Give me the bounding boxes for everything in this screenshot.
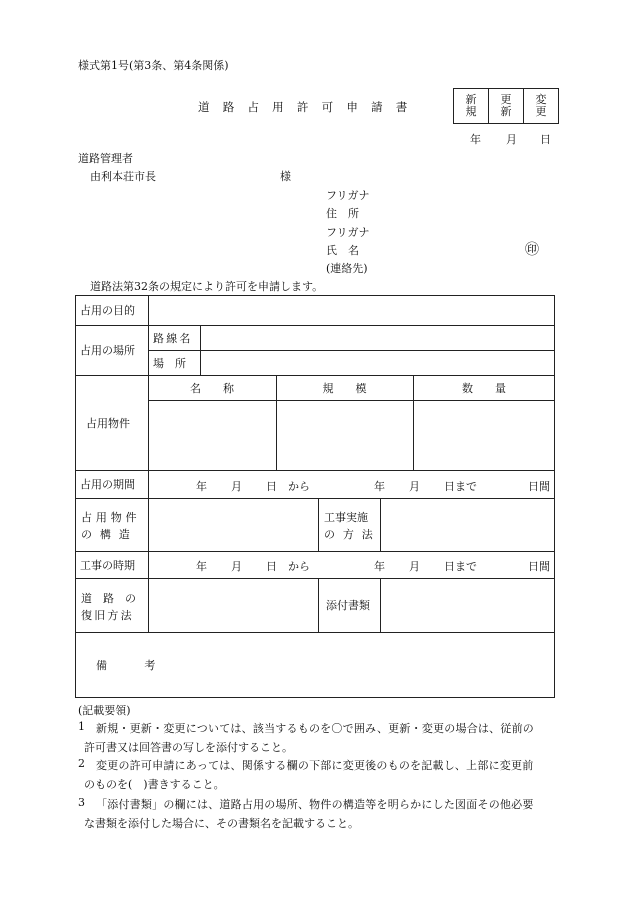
work-end-year: 年 [374,560,385,573]
addressee-honorific: 様 [280,170,291,183]
instruction-2-num: 2 [78,757,85,770]
period-start-year: 年 [196,480,207,493]
column-quantity-header: 数 量 [462,381,506,395]
period-label: 占用の期間 [80,478,135,491]
instruction-1-line2: 許可書又は回答書の写しを添付すること。 [84,741,293,754]
location-field[interactable] [201,351,554,375]
column-scale-header: 規 模 [322,381,367,395]
restore-field[interactable] [149,579,317,631]
application-type-boxes [453,88,559,124]
period-days: 日間 [528,480,550,493]
type-renewal-box[interactable]: 更 新 [489,89,524,124]
type-new-box[interactable]: 新 規 [454,89,489,124]
object-scale-field[interactable] [277,401,412,469]
remarks-label: 備 考 [96,659,169,672]
work-days: 日間 [528,560,550,573]
work-start-year: 年 [196,560,207,573]
instruction-3-num: 3 [78,796,85,809]
route-name-label: 路線名 [153,331,193,345]
date-day[interactable]: 日 [540,133,551,146]
work-start-month: 月 [231,560,242,573]
period-start-month: 月 [231,480,242,493]
attached-label: 添付書類 [326,599,370,612]
applicant-address-label: 住 所 [326,207,359,220]
method-label-1: 工事実施 [324,511,368,524]
period-from: から [288,480,310,493]
applicant-furigana-1: フリガナ [326,189,370,202]
period-start-day: 日 [266,480,277,493]
work-period-label: 工事の時期 [80,558,135,572]
form-number: 様式第1号(第3条、第4条関係) [78,59,229,72]
remarks-field[interactable] [149,633,554,697]
work-period-field[interactable] [149,552,554,578]
addressee-label: 道路管理者 [78,152,133,165]
restore-label-1: 道 路 の [81,592,136,605]
structure-label-1: 占用物件 [81,511,141,524]
applicant-furigana-2: フリガナ [326,226,370,239]
instruction-3-line2: な書類を添付した場合に、その書類名を記載すること。 [84,817,359,830]
purpose-label: 占用の目的 [80,304,135,317]
form-title: 道路占用許可申請書 [198,100,421,114]
method-field[interactable] [381,499,554,550]
date-month[interactable]: 月 [506,133,517,146]
object-quantity-field[interactable] [414,401,554,469]
period-end-month: 月 [409,480,420,493]
instruction-3-line1: 「添付書類」の欄には、道路占用の場所、物件の構造等を明らかにした図面その他必要 [96,798,534,811]
period-end-year: 年 [374,480,385,493]
instruction-1-num: 1 [78,720,85,733]
method-label-2: の 方 法 [324,528,375,541]
work-start-day: 日 [266,560,277,573]
attached-field[interactable] [381,579,554,631]
instruction-1-line1: 新規・更新・変更については、該当するものを〇で囲み、更新・変更の場合は、従前の [96,722,535,735]
work-until: 日まで [444,560,477,573]
seal-mark: ㊞ [525,242,539,258]
route-name-field[interactable] [201,326,554,350]
purpose-field[interactable] [149,296,554,325]
work-from: から [288,560,310,573]
structure-field[interactable] [149,499,317,550]
addressee-name: 由利本荘市長 [90,170,156,183]
instruction-2-line1: 変更の許可申請にあっては、関係する欄の下部に変更後のものを記載し、上部に変更前 [96,759,534,772]
object-name-field[interactable] [149,401,275,469]
structure-label-2: の 構 造 [81,528,132,541]
period-field[interactable] [149,471,554,498]
period-until: 日まで [444,480,477,493]
objects-label: 占用物件 [86,416,130,430]
application-statement: 道路法第32条の規定により許可を申請します。 [90,280,324,293]
place-label: 占用の場所 [80,344,135,357]
date-year[interactable]: 年 [470,133,481,146]
instructions-heading: (記載要領) [78,704,131,717]
work-end-month: 月 [409,560,420,573]
instruction-2-line2: のものを( )書きすること。 [84,778,225,791]
applicant-contact-label: (連絡先) [326,262,368,275]
column-name-header: 名 称 [190,381,234,395]
location-label: 場 所 [153,356,186,370]
type-change-box[interactable]: 変 更 [524,89,559,124]
restore-label-2: 復旧方法 [81,609,134,622]
applicant-name-label: 氏 名 [326,244,359,257]
